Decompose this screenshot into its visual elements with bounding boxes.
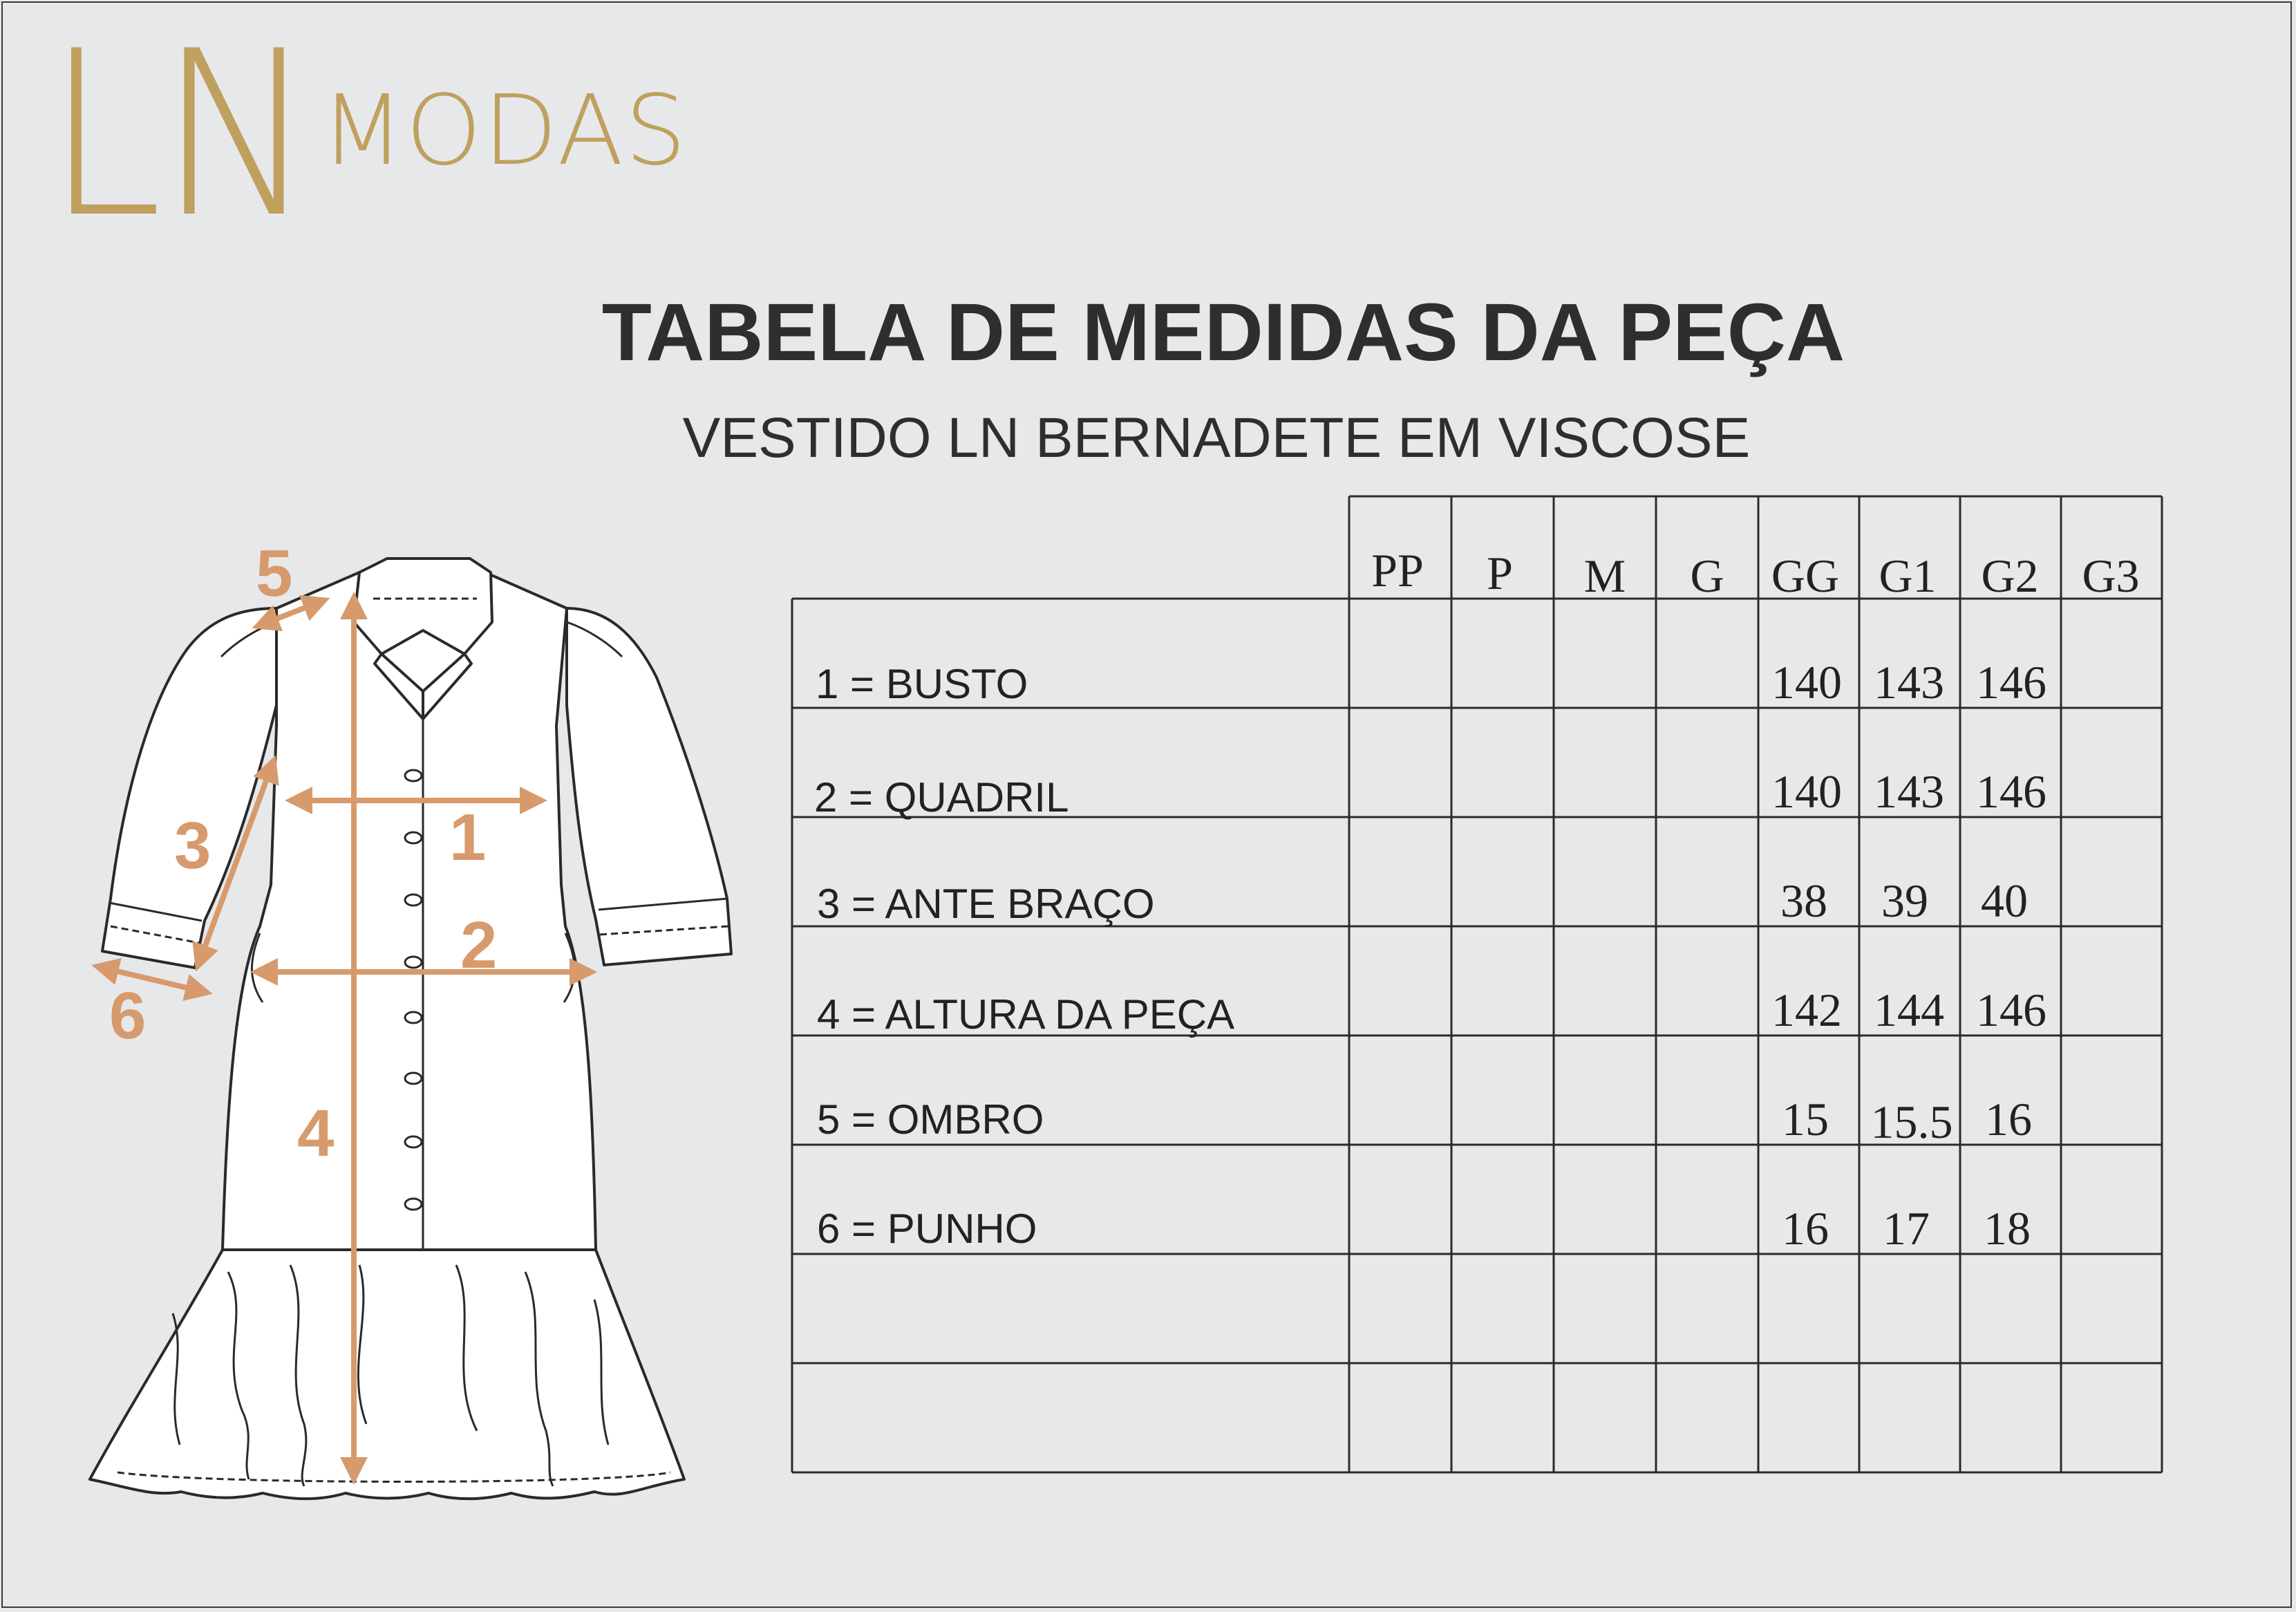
page-title: TABELA DE MEDIDAS DA PEÇA (601, 287, 1845, 378)
marker-1: 1 (449, 800, 487, 874)
size-header-g3: G3 (2082, 550, 2140, 602)
cell-altura-g2: 146 (1976, 984, 2046, 1036)
size-header-pp: PP (1371, 544, 1424, 597)
marker-3: 3 (174, 809, 211, 883)
cell-ombro-gg: 15 (1782, 1093, 1829, 1145)
size-headers (1371, 544, 2139, 602)
cell-busto-g2: 146 (1976, 656, 2046, 709)
table-values (1771, 656, 2046, 1255)
cell-punho-g1: 17 (1883, 1202, 1930, 1255)
cell-busto-gg: 140 (1771, 656, 1842, 709)
row-label-busto: 1 = BUSTO (816, 661, 1028, 707)
size-header-m: M (1583, 550, 1626, 602)
marker-2: 2 (460, 908, 498, 982)
brand-logo-subtitle: MODAS (321, 75, 688, 187)
cell-quadril-gg: 140 (1771, 765, 1842, 818)
size-header-gg: GG (1771, 550, 1840, 602)
cell-quadril-g2: 146 (1976, 765, 2046, 818)
table-grid (792, 496, 2162, 1472)
cell-altura-g1: 144 (1874, 984, 1944, 1036)
product-name: VESTIDO LN BERNADETE EM VISCOSE (682, 406, 1751, 469)
cell-ombro-g1: 15.5 (1870, 1096, 1953, 1148)
row-label-ante-braco: 3 = ANTE BRAÇO (817, 881, 1155, 927)
cell-punho-gg: 16 (1782, 1202, 1829, 1255)
row-label-punho: 6 = PUNHO (817, 1206, 1037, 1252)
brand-logo: LN (46, 2, 312, 268)
marker-5: 5 (256, 536, 293, 610)
cell-punho-g2: 18 (1984, 1202, 2031, 1255)
cell-altura-gg: 142 (1771, 984, 1842, 1036)
row-label-altura: 4 = ALTURA DA PEÇA (817, 991, 1235, 1038)
cell-ombro-g2: 16 (1985, 1093, 2032, 1145)
cell-quadril-g1: 143 (1874, 765, 1944, 818)
row-labels (814, 661, 1234, 1252)
size-header-p: P (1487, 547, 1513, 599)
size-header-g: G (1690, 550, 1724, 602)
marker-6: 6 (109, 979, 147, 1053)
row-label-ombro: 5 = OMBRO (817, 1096, 1044, 1143)
size-header-g1: G1 (1879, 550, 1937, 602)
marker-4: 4 (297, 1096, 335, 1170)
cell-busto-g1: 143 (1874, 656, 1944, 709)
row-label-quadril: 2 = QUADRIL (814, 774, 1069, 821)
cell-ante-braco-gg: 38 (1780, 874, 1827, 927)
cell-ante-braco-g2: 40 (1981, 874, 2028, 927)
cell-ante-braco-g1: 39 (1881, 874, 1928, 927)
size-header-g2: G2 (1981, 550, 2039, 602)
